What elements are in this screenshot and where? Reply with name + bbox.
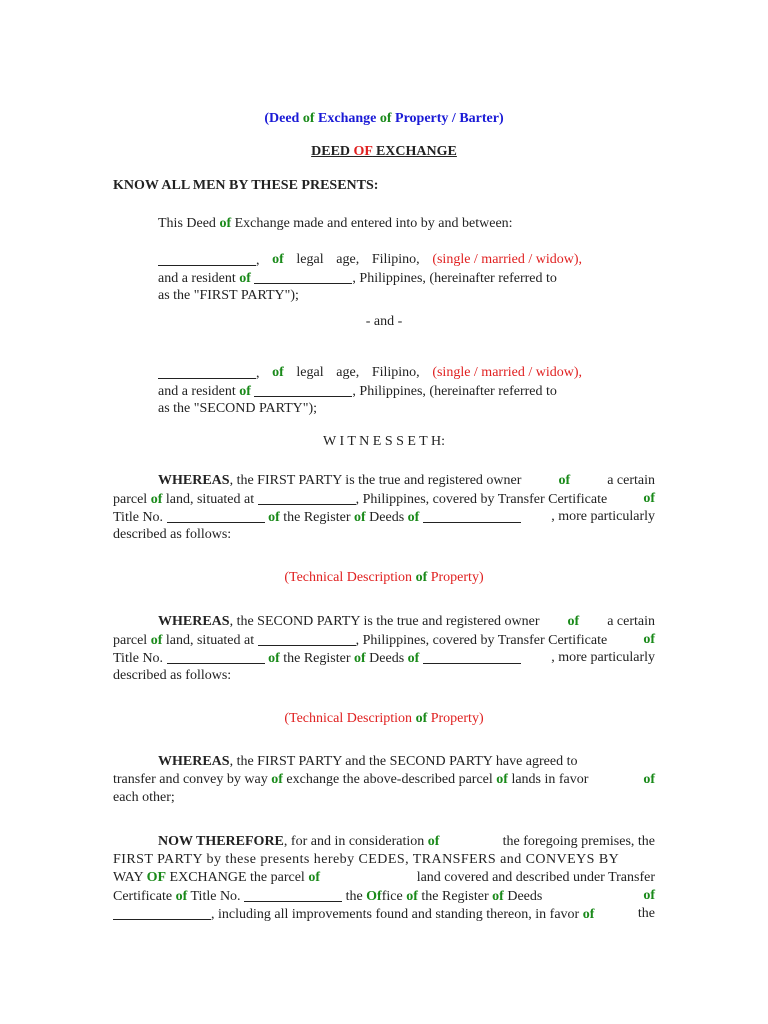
party2-residence-blank[interactable] <box>254 382 352 397</box>
whereas3-line1: WHEREAS, the FIRST PARTY and the SECOND PARTY have agreed to <box>158 754 578 769</box>
party2-line1: , of legal age, Filipino, (single / married / widow), <box>158 364 582 383</box>
whereas1-line4: described as follows: <box>113 527 232 542</box>
technical-description-2: (Technical Description of Property) <box>284 711 484 726</box>
party1-name-blank[interactable] <box>158 251 256 266</box>
document-subtitle: (Deed of Exchange of Property / Barter) <box>264 111 504 126</box>
whereas2-title-no-blank[interactable] <box>167 649 265 664</box>
now-therefore-line2: FIRST PARTY by these presents hereby CEDES, TRANSFERS and CONVEYS BY <box>113 852 620 867</box>
whereas2-line2: parcel of land, situated at , Philippines, covered by Transfer Certificate of <box>113 632 655 648</box>
whereas3-line3: each other; <box>113 790 175 805</box>
now-therefore-line1: NOW THEREFORE, for and in consideration of the foregoing premises, the <box>158 834 655 849</box>
whereas1-line1: WHEREAS, the FIRST PARTY is the true and registered owner of a certain <box>158 473 655 488</box>
party2-name-blank[interactable] <box>158 364 256 379</box>
whereas1-title-no-blank[interactable] <box>167 508 265 523</box>
whereas2-line4: described as follows: <box>113 668 232 683</box>
now-therefore-line3: WAY OF EXCHANGE the parcel of land covered and described under Transfer <box>113 870 655 885</box>
party2-line3: as the "SECOND PARTY"); <box>158 401 318 416</box>
and-separator: - and - <box>365 314 403 329</box>
party1-line2: and a resident of , Philippines, (hereinafter referred to <box>158 271 557 286</box>
witnesseth-heading: W I T N E S S E T H: <box>322 434 445 449</box>
whereas1-location-blank[interactable] <box>258 490 356 505</box>
party1-line1: , of legal age, Filipino, (single / married / widow), <box>158 251 582 270</box>
technical-description-1: (Technical Description of Property) <box>284 570 484 585</box>
whereas2-line1: WHEREAS, the SECOND PARTY is the true and registered owner of a certain <box>158 614 655 629</box>
party1-residence-blank[interactable] <box>254 269 352 284</box>
intro-line: This Deed of Exchange made and entered into by and between: <box>158 216 513 231</box>
whereas2-line3: Title No. of the Register of Deeds of , more particularly <box>113 650 655 666</box>
whereas1-deeds-blank[interactable] <box>423 508 521 523</box>
now-therefore-title-no-blank[interactable] <box>244 887 342 902</box>
whereas1-line3: Title No. of the Register of Deeds of , more particularly <box>113 509 655 525</box>
now-therefore-deeds-blank[interactable] <box>113 905 211 920</box>
whereas2-deeds-blank[interactable] <box>423 649 521 664</box>
know-all-men-heading: KNOW ALL MEN BY THESE PRESENTS: <box>113 178 379 193</box>
whereas2-location-blank[interactable] <box>258 631 356 646</box>
party2-line2: and a resident of , Philippines, (hereinafter referred to <box>158 384 557 399</box>
whereas1-line2: parcel of land, situated at , Philippines, covered by Transfer Certificate of <box>113 491 655 507</box>
whereas3-line2: transfer and convey by way of exchange the above-described parcel of lands in favor of <box>113 772 655 787</box>
party1-line3: as the "FIRST PARTY"); <box>158 288 299 303</box>
now-therefore-line4: Certificate of Title No. the Office of the Register of Deeds of <box>113 888 655 904</box>
now-therefore-line5: , including all improvements found and standing thereon, in favor of the <box>113 905 655 924</box>
document-title: DEED OF EXCHANGE <box>311 144 457 159</box>
